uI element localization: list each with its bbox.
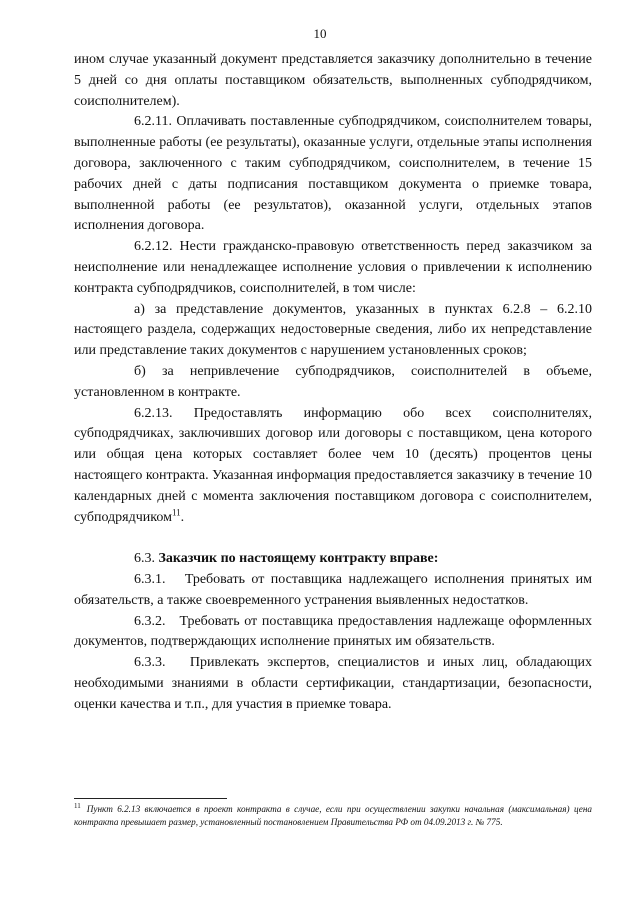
footnote-mark: 11 [74, 801, 81, 810]
paragraph-continuation: ином случае указанный документ представляется заказчику дополнительно в течение 5 дней со дня оплаты поставщиком обязательств, выполненных субподрядчиком, соисполнителем). [74, 52, 592, 109]
paragraph-6-3-2: 6.3.2. Требовать от поставщика предоставления надлежаще оформленных документов, подтверждающих исполнение принятых им обязательств. [74, 613, 596, 650]
paragraph-6-3-1: 6.3.1. Требовать от поставщика надлежащего исполнения принятых им обязательств, а также своевременного устранения выявленных недостатков. [74, 571, 596, 608]
paragraph-6-3-3: 6.3.3. Привлекать экспертов, специалистов и иных лиц, обладающих необходимыми знаниями в области сертификации, стандартизации, безопасности, оценки качества и т.п., для участия в приемке товара. [74, 655, 596, 712]
footnote-separator [74, 798, 227, 799]
paragraph-6-2-13 [74, 404, 592, 529]
footnote-reference[interactable]: 11 [171, 506, 181, 517]
section-heading-6-3 [74, 549, 592, 570]
footnote [74, 803, 592, 829]
footnote-text: Пункт 6.2.13 включается в проект контракта в случае, если при осуществлении закупки начальная (максимальная) цена контракта превышает размер, установленный постановлением Правительства РФ от 04.09.2013 г. № 775. [74, 804, 592, 828]
paragraph-6-2-13-text: 6.2.13. Предоставлять информацию обо всех соисполнителях, субподрядчиках, заключивших договор или договоры с поставщиком, цена которого или общая цена которых составляет более чем 10 (десять) процентов цены настоящего контракта. Указанная информация предоставляется заказчику в течение 10 календарных дней с момента заключения поставщиком договора с соисполнителем, субподрядчиком [74, 405, 592, 525]
paragraph-6-2-12-a: а) за представление документов, указанных в пунктах 6.2.8 – 6.2.10 настоящего раздела, содержащих недостоверные сведения, либо их непредставление или представление таких документов с нарушением установленных сроков; [74, 301, 592, 359]
paragraph-6-2-12-b: б) за непривлечение субподрядчиков, соисполнителей в объеме, установленном в контракте. [74, 363, 592, 400]
paragraph-6-2-13-end: . [180, 509, 185, 525]
paragraph-6-2-12: 6.2.12. Нести гражданско-правовую ответственность перед заказчиком за неисполнение или ненадлежащее исполнение условия о привлечении к исполнению контракта субподрядчиков, соисполнителей, в том числе: [74, 239, 592, 296]
document-body [74, 50, 596, 716]
section-number: 6.3. [134, 551, 155, 567]
paragraph-6-2-11: 6.2.11. Оплачивать поставленные субподрядчиком, соисполнителем товары, выполненные работы (ее результаты), оказанные услуги, отдельные этапы исполнения договора, заключенного с таким субподрядчиком, соисполнителем, в течение 15 рабочих дней с даты подписания поставщиком документа о приемке товара, выполненной работы (ее результатов), оказанной услуги, отдельных этапов исполнения договора. [74, 114, 592, 234]
page-number: 10 [313, 26, 327, 41]
section-title: Заказчик по настоящему контракту вправе: [158, 551, 439, 567]
